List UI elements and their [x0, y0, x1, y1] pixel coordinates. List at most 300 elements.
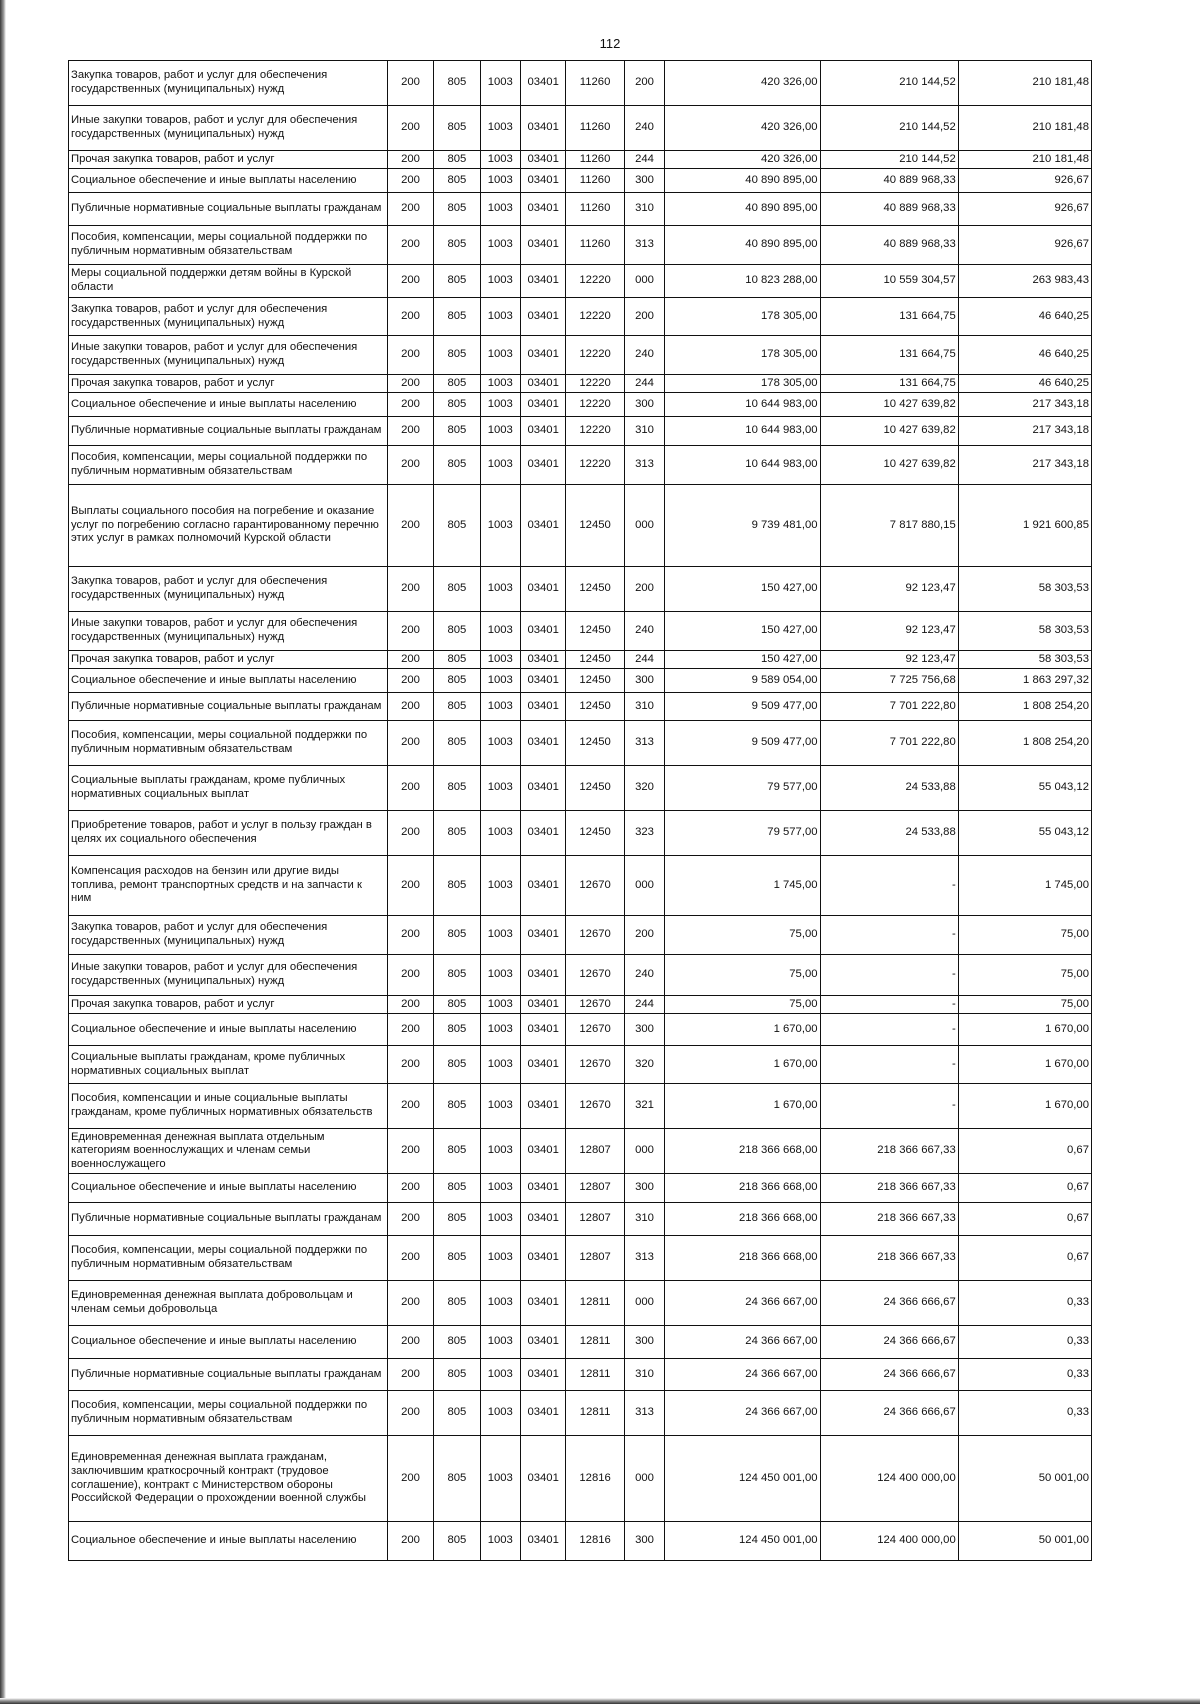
cell-code-1: 200	[387, 61, 433, 106]
cell-code-1: 200	[387, 298, 433, 336]
cell-name: Социальные выплаты гражданам, кроме публичных нормативных социальных выплат	[69, 1046, 388, 1084]
cell-code-4: 03401	[520, 567, 565, 612]
cell-code-2: 805	[434, 669, 480, 693]
table-row	[69, 856, 1092, 916]
cell-code-4: 03401	[520, 298, 565, 336]
cell-code-5: 12450	[566, 651, 625, 669]
cell-code-1: 200	[387, 336, 433, 375]
cell-code-4: 03401	[520, 1084, 565, 1129]
cell-code-6: 000	[624, 485, 664, 567]
cell-name: Социальное обеспечение и иные выплаты населению	[69, 169, 388, 193]
cell-code-2: 805	[434, 1359, 480, 1391]
cell-executed: 218 366 667,33	[820, 1129, 958, 1174]
cell-remainder: 46 640,25	[958, 336, 1091, 375]
cell-code-3: 1003	[480, 693, 520, 721]
cell-code-3: 1003	[480, 1522, 520, 1561]
cell-name: Социальное обеспечение и иные выплаты населению	[69, 1326, 388, 1359]
cell-code-2: 805	[434, 1203, 480, 1236]
cell-remainder: 55 043,12	[958, 811, 1091, 856]
cell-executed: 24 533,88	[820, 766, 958, 811]
cell-name: Меры социальной поддержки детям войны в Курской области	[69, 265, 388, 298]
cell-code-4: 03401	[520, 1174, 565, 1203]
cell-code-4: 03401	[520, 1203, 565, 1236]
cell-code-6: 310	[624, 1203, 664, 1236]
cell-remainder: 0,33	[958, 1359, 1091, 1391]
cell-name: Прочая закупка товаров, работ и услуг	[69, 375, 388, 393]
table-row	[69, 298, 1092, 336]
cell-remainder: 926,67	[958, 193, 1091, 226]
cell-code-2: 805	[434, 446, 480, 485]
cell-plan: 10 644 983,00	[665, 417, 820, 446]
cell-remainder: 217 343,18	[958, 417, 1091, 446]
table-row	[69, 61, 1092, 106]
cell-code-5: 12816	[566, 1522, 625, 1561]
cell-code-6: 244	[624, 151, 664, 169]
cell-code-5: 11260	[566, 61, 625, 106]
cell-code-6: 244	[624, 996, 664, 1014]
cell-code-4: 03401	[520, 1522, 565, 1561]
cell-name: Прочая закупка товаров, работ и услуг	[69, 651, 388, 669]
cell-plan: 75,00	[665, 916, 820, 955]
cell-code-5: 12450	[566, 669, 625, 693]
cell-code-1: 200	[387, 1326, 433, 1359]
cell-code-1: 200	[387, 226, 433, 265]
cell-name: Публичные нормативные социальные выплаты гражданам	[69, 693, 388, 721]
cell-code-6: 300	[624, 1326, 664, 1359]
cell-remainder: 0,33	[958, 1326, 1091, 1359]
cell-remainder: 75,00	[958, 996, 1091, 1014]
cell-code-2: 805	[434, 612, 480, 651]
cell-code-5: 12220	[566, 393, 625, 417]
cell-code-2: 805	[434, 226, 480, 265]
cell-code-2: 805	[434, 61, 480, 106]
cell-code-4: 03401	[520, 766, 565, 811]
cell-code-2: 805	[434, 1391, 480, 1436]
cell-code-2: 805	[434, 336, 480, 375]
cell-code-2: 805	[434, 298, 480, 336]
cell-code-4: 03401	[520, 1326, 565, 1359]
cell-code-3: 1003	[480, 193, 520, 226]
table-row	[69, 996, 1092, 1014]
table-row	[69, 669, 1092, 693]
cell-plan: 24 366 667,00	[665, 1326, 820, 1359]
cell-code-5: 12811	[566, 1391, 625, 1436]
cell-code-4: 03401	[520, 1391, 565, 1436]
cell-code-3: 1003	[480, 916, 520, 955]
cell-remainder: 1 745,00	[958, 856, 1091, 916]
cell-code-4: 03401	[520, 446, 565, 485]
cell-code-5: 12670	[566, 1046, 625, 1084]
cell-name: Единовременная денежная выплата гражданам, заключившим краткосрочный контракт (трудовое соглашение), контракт с Министерством обороны Российской Федерации о прохождении военной службы	[69, 1436, 388, 1522]
cell-code-3: 1003	[480, 651, 520, 669]
cell-code-3: 1003	[480, 1326, 520, 1359]
cell-code-5: 12450	[566, 612, 625, 651]
cell-code-1: 200	[387, 1174, 433, 1203]
cell-executed: 92 123,47	[820, 567, 958, 612]
cell-code-4: 03401	[520, 393, 565, 417]
cell-name: Единовременная денежная выплата отдельным категориям военнослужащих и членам семьи военнослужащего	[69, 1129, 388, 1174]
cell-code-4: 03401	[520, 1129, 565, 1174]
cell-remainder: 217 343,18	[958, 446, 1091, 485]
cell-code-3: 1003	[480, 417, 520, 446]
cell-code-4: 03401	[520, 375, 565, 393]
table-row	[69, 612, 1092, 651]
cell-code-2: 805	[434, 1436, 480, 1522]
cell-code-3: 1003	[480, 567, 520, 612]
cell-code-3: 1003	[480, 766, 520, 811]
cell-code-3: 1003	[480, 1391, 520, 1436]
cell-code-2: 805	[434, 811, 480, 856]
cell-code-6: 313	[624, 1391, 664, 1436]
cell-remainder: 75,00	[958, 916, 1091, 955]
cell-code-3: 1003	[480, 1014, 520, 1046]
cell-code-1: 200	[387, 265, 433, 298]
cell-name: Закупка товаров, работ и услуг для обеспечения государственных (муниципальных) нужд	[69, 567, 388, 612]
cell-code-5: 12450	[566, 766, 625, 811]
cell-code-3: 1003	[480, 1236, 520, 1281]
cell-code-6: 244	[624, 651, 664, 669]
cell-code-1: 200	[387, 856, 433, 916]
cell-code-4: 03401	[520, 916, 565, 955]
cell-code-2: 805	[434, 151, 480, 169]
cell-name: Пособия, компенсации, меры социальной поддержки по публичным нормативным обязательствам	[69, 1391, 388, 1436]
cell-code-6: 300	[624, 669, 664, 693]
cell-code-1: 200	[387, 1281, 433, 1326]
cell-code-1: 200	[387, 446, 433, 485]
cell-plan: 218 366 668,00	[665, 1203, 820, 1236]
cell-remainder: 55 043,12	[958, 766, 1091, 811]
table-row	[69, 955, 1092, 996]
cell-code-4: 03401	[520, 856, 565, 916]
cell-code-3: 1003	[480, 1084, 520, 1129]
cell-name: Социальное обеспечение и иные выплаты населению	[69, 1522, 388, 1561]
cell-plan: 40 890 895,00	[665, 226, 820, 265]
cell-code-6: 300	[624, 169, 664, 193]
table-row	[69, 169, 1092, 193]
cell-code-5: 12807	[566, 1203, 625, 1236]
page-number: 112	[599, 36, 621, 51]
cell-code-2: 805	[434, 721, 480, 766]
cell-executed: 10 559 304,57	[820, 265, 958, 298]
cell-code-2: 805	[434, 393, 480, 417]
cell-code-1: 200	[387, 375, 433, 393]
table-row	[69, 226, 1092, 265]
cell-plan: 218 366 668,00	[665, 1129, 820, 1174]
cell-code-6: 320	[624, 1046, 664, 1084]
table-row	[69, 916, 1092, 955]
table-body	[69, 61, 1092, 1561]
table-row	[69, 393, 1092, 417]
cell-code-5: 11260	[566, 151, 625, 169]
cell-remainder: 926,67	[958, 226, 1091, 265]
cell-code-5: 11260	[566, 226, 625, 265]
cell-name: Иные закупки товаров, работ и услуг для обеспечения государственных (муниципальных) нужд	[69, 106, 388, 151]
cell-code-1: 200	[387, 1046, 433, 1084]
cell-plan: 124 450 001,00	[665, 1436, 820, 1522]
cell-executed: 24 366 666,67	[820, 1391, 958, 1436]
cell-plan: 218 366 668,00	[665, 1174, 820, 1203]
cell-code-5: 12450	[566, 693, 625, 721]
cell-code-5: 12220	[566, 446, 625, 485]
cell-executed: 210 144,52	[820, 151, 958, 169]
cell-code-1: 200	[387, 151, 433, 169]
table-row	[69, 1359, 1092, 1391]
cell-code-1: 200	[387, 1084, 433, 1129]
cell-name: Публичные нормативные социальные выплаты гражданам	[69, 1359, 388, 1391]
table-row	[69, 336, 1092, 375]
cell-code-2: 805	[434, 916, 480, 955]
cell-code-6: 313	[624, 446, 664, 485]
cell-code-4: 03401	[520, 193, 565, 226]
table-row	[69, 1129, 1092, 1174]
table-row	[69, 1236, 1092, 1281]
cell-code-2: 805	[434, 996, 480, 1014]
cell-remainder: 50 001,00	[958, 1436, 1091, 1522]
cell-code-6: 300	[624, 1522, 664, 1561]
cell-code-1: 200	[387, 1203, 433, 1236]
cell-plan: 1 670,00	[665, 1046, 820, 1084]
cell-code-4: 03401	[520, 669, 565, 693]
cell-code-3: 1003	[480, 811, 520, 856]
cell-code-1: 200	[387, 1436, 433, 1522]
cell-remainder: 1 863 297,32	[958, 669, 1091, 693]
cell-code-3: 1003	[480, 375, 520, 393]
cell-code-2: 805	[434, 1129, 480, 1174]
cell-code-3: 1003	[480, 721, 520, 766]
table-row	[69, 766, 1092, 811]
cell-remainder: 1 670,00	[958, 1046, 1091, 1084]
cell-code-5: 12220	[566, 375, 625, 393]
cell-code-1: 200	[387, 693, 433, 721]
cell-plan: 218 366 668,00	[665, 1236, 820, 1281]
cell-code-3: 1003	[480, 446, 520, 485]
cell-code-5: 12670	[566, 955, 625, 996]
cell-plan: 9 739 481,00	[665, 485, 820, 567]
cell-plan: 24 366 667,00	[665, 1281, 820, 1326]
cell-code-6: 000	[624, 856, 664, 916]
cell-plan: 9 509 477,00	[665, 721, 820, 766]
cell-executed: 124 400 000,00	[820, 1436, 958, 1522]
cell-name: Социальное обеспечение и иные выплаты населению	[69, 669, 388, 693]
cell-plan: 124 450 001,00	[665, 1522, 820, 1561]
cell-code-1: 200	[387, 106, 433, 151]
cell-executed: 218 366 667,33	[820, 1174, 958, 1203]
cell-name: Социальное обеспечение и иные выплаты населению	[69, 393, 388, 417]
table-row	[69, 567, 1092, 612]
cell-remainder: 0,67	[958, 1236, 1091, 1281]
cell-code-5: 12807	[566, 1174, 625, 1203]
cell-executed: -	[820, 856, 958, 916]
cell-code-5: 12816	[566, 1436, 625, 1522]
table-row	[69, 151, 1092, 169]
cell-executed: 210 144,52	[820, 106, 958, 151]
cell-code-4: 03401	[520, 169, 565, 193]
cell-remainder: 50 001,00	[958, 1522, 1091, 1561]
cell-code-5: 12670	[566, 916, 625, 955]
cell-name: Пособия, компенсации, меры социальной поддержки по публичным нормативным обязательствам	[69, 226, 388, 265]
cell-remainder: 58 303,53	[958, 567, 1091, 612]
cell-code-6: 000	[624, 1129, 664, 1174]
cell-code-5: 11260	[566, 193, 625, 226]
cell-code-4: 03401	[520, 1436, 565, 1522]
cell-plan: 1 745,00	[665, 856, 820, 916]
cell-code-3: 1003	[480, 61, 520, 106]
cell-remainder: 1 670,00	[958, 1014, 1091, 1046]
cell-code-3: 1003	[480, 1174, 520, 1203]
cell-remainder: 1 808 254,20	[958, 721, 1091, 766]
cell-code-5: 12220	[566, 417, 625, 446]
cell-executed: 131 664,75	[820, 298, 958, 336]
cell-code-3: 1003	[480, 1046, 520, 1084]
cell-remainder: 217 343,18	[958, 393, 1091, 417]
cell-executed: -	[820, 955, 958, 996]
scan-edge-left	[0, 0, 6, 1704]
cell-remainder: 0,67	[958, 1174, 1091, 1203]
cell-executed: 7 725 756,68	[820, 669, 958, 693]
cell-name: Единовременная денежная выплата добровольцам и членам семьи добровольца	[69, 1281, 388, 1326]
cell-code-6: 323	[624, 811, 664, 856]
table-row	[69, 417, 1092, 446]
cell-code-6: 240	[624, 106, 664, 151]
cell-code-5: 12450	[566, 485, 625, 567]
table-row	[69, 721, 1092, 766]
cell-executed: 131 664,75	[820, 375, 958, 393]
cell-name: Закупка товаров, работ и услуг для обеспечения государственных (муниципальных) нужд	[69, 298, 388, 336]
cell-plan: 24 366 667,00	[665, 1391, 820, 1436]
cell-code-5: 11260	[566, 169, 625, 193]
cell-code-2: 805	[434, 193, 480, 226]
cell-name: Прочая закупка товаров, работ и услуг	[69, 996, 388, 1014]
cell-code-1: 200	[387, 417, 433, 446]
cell-executed: 10 427 639,82	[820, 393, 958, 417]
cell-code-6: 000	[624, 265, 664, 298]
cell-name: Иные закупки товаров, работ и услуг для обеспечения государственных (муниципальных) нужд	[69, 955, 388, 996]
cell-plan: 1 670,00	[665, 1014, 820, 1046]
cell-remainder: 1 808 254,20	[958, 693, 1091, 721]
table-row	[69, 811, 1092, 856]
cell-code-6: 310	[624, 193, 664, 226]
table-row	[69, 375, 1092, 393]
cell-plan: 10 644 983,00	[665, 393, 820, 417]
cell-code-6: 240	[624, 955, 664, 996]
cell-executed: 24 366 666,67	[820, 1359, 958, 1391]
cell-code-4: 03401	[520, 1281, 565, 1326]
cell-code-5: 12811	[566, 1326, 625, 1359]
cell-executed: 218 366 667,33	[820, 1236, 958, 1281]
cell-code-4: 03401	[520, 265, 565, 298]
cell-executed: 40 889 968,33	[820, 193, 958, 226]
cell-code-6: 310	[624, 693, 664, 721]
cell-plan: 150 427,00	[665, 567, 820, 612]
cell-plan: 420 326,00	[665, 151, 820, 169]
cell-code-4: 03401	[520, 226, 565, 265]
cell-code-3: 1003	[480, 298, 520, 336]
table-row	[69, 693, 1092, 721]
cell-name: Публичные нормативные социальные выплаты гражданам	[69, 1203, 388, 1236]
cell-code-1: 200	[387, 1391, 433, 1436]
cell-code-2: 805	[434, 375, 480, 393]
cell-code-6: 321	[624, 1084, 664, 1129]
cell-name: Публичные нормативные социальные выплаты гражданам	[69, 193, 388, 226]
table-row	[69, 106, 1092, 151]
cell-code-2: 805	[434, 1281, 480, 1326]
cell-code-6: 300	[624, 393, 664, 417]
cell-code-2: 805	[434, 106, 480, 151]
cell-code-4: 03401	[520, 1046, 565, 1084]
cell-name: Прочая закупка товаров, работ и услуг	[69, 151, 388, 169]
cell-code-4: 03401	[520, 485, 565, 567]
cell-plan: 420 326,00	[665, 61, 820, 106]
cell-name: Пособия, компенсации, меры социальной поддержки по публичным нормативным обязательствам	[69, 446, 388, 485]
cell-plan: 79 577,00	[665, 766, 820, 811]
cell-code-6: 313	[624, 226, 664, 265]
cell-executed: 24 366 666,67	[820, 1326, 958, 1359]
cell-code-5: 12220	[566, 336, 625, 375]
cell-name: Пособия, компенсации, меры социальной поддержки по публичным нормативным обязательствам	[69, 1236, 388, 1281]
cell-code-3: 1003	[480, 393, 520, 417]
cell-code-3: 1003	[480, 1359, 520, 1391]
cell-code-6: 244	[624, 375, 664, 393]
cell-code-4: 03401	[520, 61, 565, 106]
cell-executed: 10 427 639,82	[820, 446, 958, 485]
cell-code-6: 200	[624, 61, 664, 106]
cell-code-4: 03401	[520, 336, 565, 375]
cell-code-4: 03401	[520, 811, 565, 856]
cell-code-4: 03401	[520, 1359, 565, 1391]
table-row	[69, 1174, 1092, 1203]
cell-code-4: 03401	[520, 721, 565, 766]
cell-code-2: 805	[434, 567, 480, 612]
cell-code-1: 200	[387, 1129, 433, 1174]
cell-plan: 75,00	[665, 996, 820, 1014]
cell-executed: 7 817 880,15	[820, 485, 958, 567]
cell-executed: 7 701 222,80	[820, 721, 958, 766]
table-row	[69, 193, 1092, 226]
cell-code-1: 200	[387, 567, 433, 612]
cell-code-2: 805	[434, 1014, 480, 1046]
cell-code-3: 1003	[480, 336, 520, 375]
cell-code-4: 03401	[520, 955, 565, 996]
table-row	[69, 1436, 1092, 1522]
cell-executed: 24 366 666,67	[820, 1281, 958, 1326]
cell-executed: -	[820, 1046, 958, 1084]
cell-remainder: 0,33	[958, 1391, 1091, 1436]
cell-code-1: 200	[387, 996, 433, 1014]
table-row	[69, 265, 1092, 298]
cell-code-5: 12220	[566, 298, 625, 336]
cell-code-2: 805	[434, 955, 480, 996]
cell-executed: -	[820, 996, 958, 1014]
cell-code-6: 240	[624, 612, 664, 651]
cell-code-3: 1003	[480, 265, 520, 298]
cell-remainder: 58 303,53	[958, 612, 1091, 651]
cell-executed: 7 701 222,80	[820, 693, 958, 721]
cell-code-1: 200	[387, 1522, 433, 1561]
cell-code-1: 200	[387, 916, 433, 955]
cell-code-4: 03401	[520, 151, 565, 169]
table-row	[69, 1281, 1092, 1326]
cell-code-5: 12807	[566, 1236, 625, 1281]
cell-code-1: 200	[387, 1014, 433, 1046]
cell-code-6: 200	[624, 567, 664, 612]
cell-remainder: 58 303,53	[958, 651, 1091, 669]
cell-code-3: 1003	[480, 106, 520, 151]
table-row	[69, 446, 1092, 485]
cell-code-4: 03401	[520, 106, 565, 151]
cell-name: Выплаты социального пособия на погребение и оказание услуг по погребению согласно гарантированному перечню этих услуг в рамках полномочий Курской области	[69, 485, 388, 567]
cell-remainder: 0,67	[958, 1203, 1091, 1236]
cell-code-1: 200	[387, 169, 433, 193]
